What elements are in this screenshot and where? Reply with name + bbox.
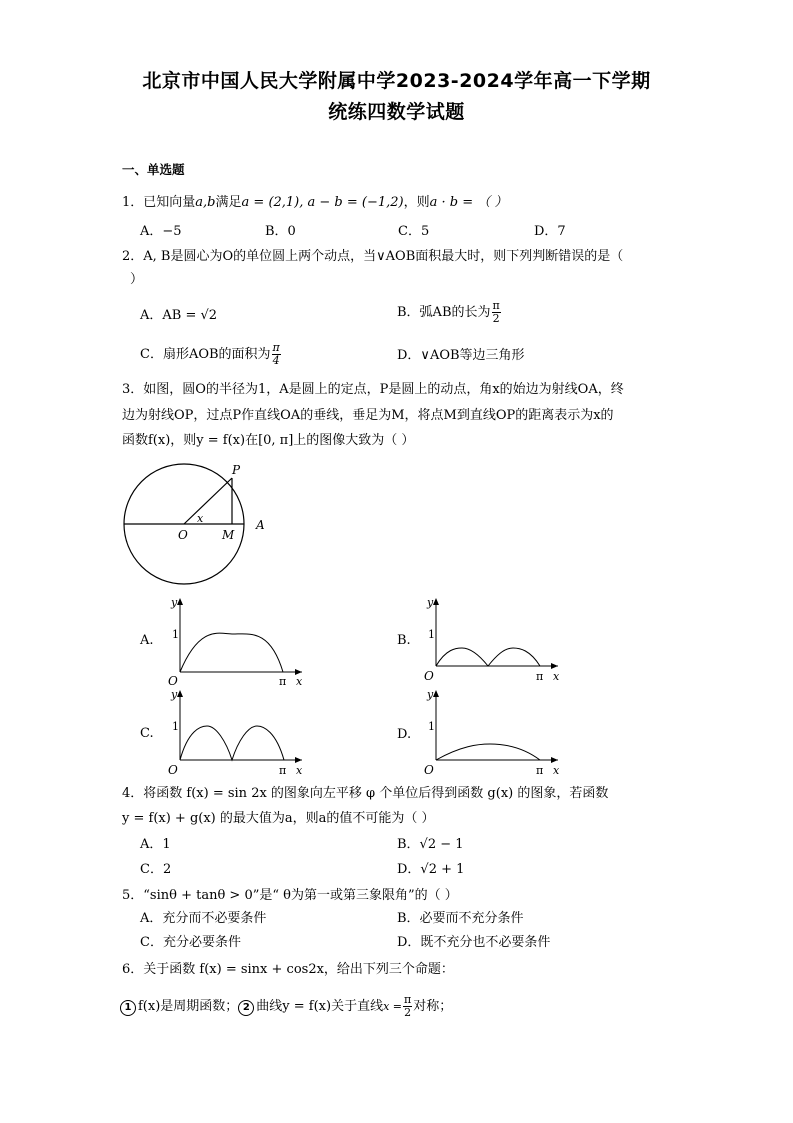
q3-graph-a (160, 594, 310, 686)
q3-line2: 边为射线OP，过点P作直线OA的垂线，垂足为M，将点M到直线OP的距离表示为x的 (122, 408, 614, 423)
svg-text:1: 1 (172, 628, 179, 641)
label-o: O (178, 528, 188, 542)
svg-text:O: O (424, 669, 434, 683)
question-6 (122, 962, 454, 978)
q2-option-b-text: B．弧AB的长为 (397, 305, 491, 320)
q1-equation: a = (2,1), a − b = (−1,2) (241, 195, 404, 210)
q3-graph-d (416, 686, 566, 778)
q1-option-d[interactable]: D．7 (534, 224, 566, 239)
q3-line3: 函数f(x)，则y = f(x)在[0, π]上的图像大致为（ ） (122, 433, 415, 448)
q2-text: A, B是圆心为O的单位圆上两个动点，当∨AOB面积最大时，则下列判断错误的是（ (143, 249, 624, 264)
svg-text:x: x (296, 675, 303, 686)
q6-prop2-end: 对称； (413, 999, 453, 1014)
question-number: 4． (122, 786, 144, 801)
question-1 (122, 195, 507, 211)
q2-option-b[interactable] (397, 300, 502, 325)
q3-option-a[interactable]: A. (140, 633, 154, 648)
q1-question: a · b = （ ） (429, 195, 508, 210)
svg-text:x: x (553, 670, 560, 683)
q3-graph-c (160, 686, 310, 778)
q3-option-c[interactable]: C. (140, 726, 154, 741)
svg-text:y: y (171, 596, 178, 609)
q2-option-a[interactable]: A．AB = √2 (140, 308, 218, 323)
svg-text:O: O (424, 763, 434, 777)
q2-option-d[interactable]: D．∨AOB等边三角形 (397, 348, 525, 363)
q6-line1: 关于函数 f(x) = sinx + cos2x，给出下列三个命题： (143, 962, 454, 977)
question-number: 2． (122, 249, 144, 264)
svg-text:O: O (168, 763, 178, 777)
svg-text:1: 1 (428, 720, 435, 733)
label-p: P (232, 463, 241, 477)
fraction: $\frac{\pi}{2}$ (492, 299, 500, 325)
q5-option-a[interactable]: A．充分而不必要条件 (140, 911, 267, 926)
svg-text:O: O (168, 674, 178, 686)
q1-option-b[interactable]: B．0 (265, 224, 296, 239)
curve (180, 633, 283, 672)
question-number: 6． (122, 962, 144, 977)
question-number: 1． (122, 195, 144, 210)
label-m: M (222, 528, 235, 542)
q2-option-c[interactable] (140, 342, 282, 367)
label-x: x (197, 512, 204, 525)
svg-text:1: 1 (428, 628, 435, 641)
question-number: 3． (122, 382, 144, 397)
curve (436, 744, 540, 760)
svg-text:y: y (427, 688, 434, 701)
svg-text:x: x (553, 764, 560, 777)
page-title-line2: 统练四数学试题 (328, 101, 465, 123)
svg-text:π: π (536, 764, 544, 777)
svg-text:π: π (536, 670, 544, 683)
svg-text:1: 1 (172, 720, 179, 733)
fraction: $\frac{\pi}{2}$ (404, 993, 412, 1019)
q3-option-b[interactable]: B. (397, 633, 411, 648)
q4-option-d[interactable]: D．√2 + 1 (397, 862, 465, 877)
svg-text:y: y (171, 688, 178, 701)
label-a: A (256, 518, 265, 532)
q1-text: 已知向量 (143, 195, 196, 210)
section-heading: 一、单选题 (122, 162, 185, 177)
q2-option-c-text: C．扇形AOB的面积为 (140, 347, 271, 362)
circle-number-1: 1 (120, 1000, 136, 1016)
q1-text3: ，则 (403, 195, 430, 210)
q3-graph-b (416, 594, 566, 686)
q4-line1: 将函数 f(x) = sin 2x 的图象向左平移 φ 个单位后得到函数 g(x) 的图象，若函数 (143, 786, 609, 801)
svg-text:π: π (279, 764, 287, 777)
q2-text-cont: ） (130, 272, 144, 287)
q4-option-a[interactable]: A．1 (140, 837, 171, 852)
q6-x-eq: x = (383, 1000, 403, 1013)
page-title: 北京市中国人民大学附属中学2023-2024学年高一下学期 (142, 70, 651, 92)
q1-text2: 满足 (215, 195, 242, 210)
circle-number-2: 2 (238, 1000, 254, 1016)
q5-option-b[interactable]: B．必要而不充分条件 (397, 911, 524, 926)
svg-text:x: x (296, 764, 303, 777)
fraction: $\frac{\pi}{4}$ (272, 341, 280, 367)
q5-option-d[interactable]: D．既不充分也不必要条件 (397, 935, 551, 950)
svg-text:π: π (279, 675, 287, 686)
q4-option-b[interactable]: B．√2 − 1 (397, 837, 464, 852)
question-2 (122, 249, 623, 265)
q3-option-d[interactable]: D. (397, 727, 412, 742)
q4-option-c[interactable]: C．2 (140, 862, 172, 877)
q5-text: “sinθ + tanθ > 0”是“ θ为第一或第三象限角”的（ ） (143, 888, 458, 903)
q3-circle-figure (118, 458, 278, 608)
question-5 (122, 888, 458, 904)
q4-line2: y = f(x) + g(x) 的最大值为a，则a的值不可能为（ ） (122, 811, 435, 826)
curve (180, 726, 284, 760)
q3-line1: 如图，圆O的半径为1，A是圆上的定点，P是圆上的动点，角x的始边为射线OA，终 (143, 382, 624, 397)
q6-prop2: 曲线y = f(x)关于直线 (256, 999, 384, 1014)
q1-option-a[interactable]: A．−5 (140, 224, 182, 239)
question-3 (122, 382, 624, 398)
curve (436, 648, 540, 666)
q1-option-c[interactable]: C．5 (398, 224, 430, 239)
q6-propositions (120, 994, 452, 1019)
svg-text:y: y (427, 596, 434, 609)
q6-prop1: f(x)是周期函数； (138, 999, 239, 1014)
question-4 (122, 786, 608, 802)
q1-vectors: a,b (195, 195, 216, 210)
q5-option-c[interactable]: C．充分必要条件 (140, 935, 241, 950)
question-number: 5． (122, 888, 144, 903)
